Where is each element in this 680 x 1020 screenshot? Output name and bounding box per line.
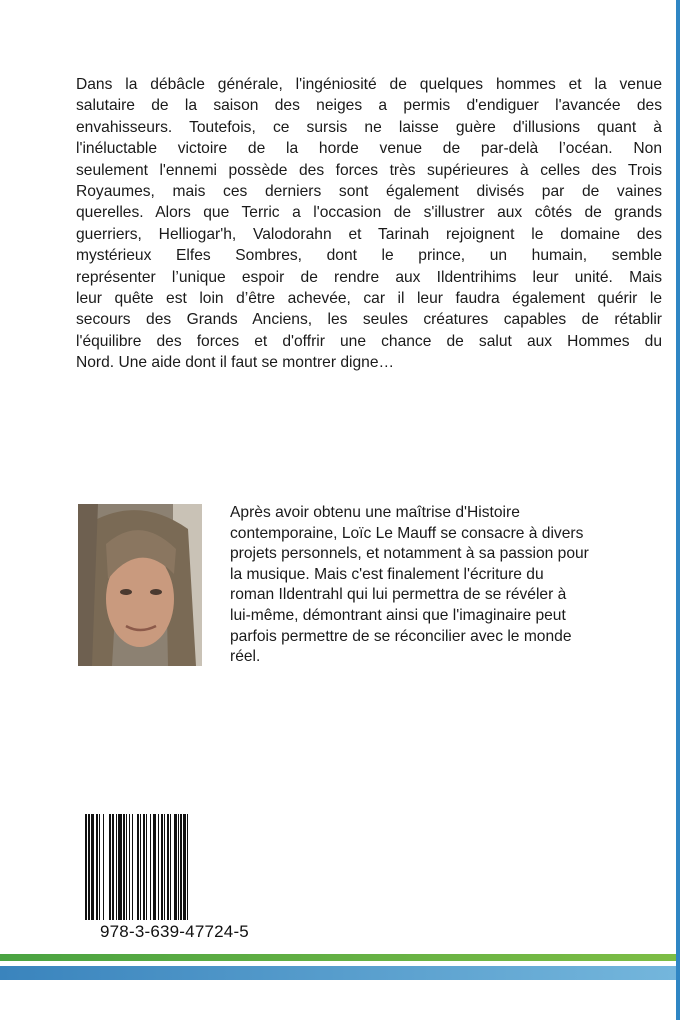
right-edge-stripe (676, 0, 680, 1020)
bio-line: parfois permettre de se réconcilier avec le monde (230, 627, 572, 645)
bio-line: roman Ildentrahl qui lui permettra de se révéler à (230, 586, 567, 604)
isbn-number: 978-3-639-47724-5 (100, 922, 249, 941)
blurb-line: représenter l’unique espoir de rendre aux Ildentrihims leur unité. Mais (76, 268, 662, 286)
blurb-line: envahisseurs. Toutefois, ce sursis ne laisse guère d'illusions quant à (76, 118, 662, 136)
blurb-line: querelles. Alors que Terric a l'occasion de s'illustrer aux côtés de grands (76, 204, 662, 222)
blurb-line: l'équilibre des forces et d'offrir une chance de salut aux Hommes du (76, 332, 662, 350)
blurb-line: Royaumes, mais ces derniers sont également divisés par de vaines (76, 182, 662, 200)
isbn-barcode (85, 814, 285, 920)
blurb-line: Nord. Une aide dont il faut se montrer digne… (76, 354, 395, 372)
back-cover-blurb (76, 74, 662, 373)
barcode-bar (188, 814, 190, 920)
author-bio (230, 503, 670, 668)
blurb-line: Dans la débâcle générale, l'ingéniosité de quelques hommes et la venue (76, 76, 662, 93)
bio-line: réel. (230, 648, 261, 666)
bio-line: Après avoir obtenu une maîtrise d'Histoire (230, 504, 520, 521)
bio-line: contemporaine, Loïc Le Mauff se consacre à divers (230, 524, 584, 542)
blurb-line: seulement l'ennemi possède des forces très supérieures à celles des Trois (76, 161, 662, 179)
author-photo (78, 504, 202, 666)
bio-line: projets personnels, et notamment à sa passion pour (230, 545, 589, 563)
blurb-line: salutaire de la saison des neiges a permis d'endiguer l'avancée des (76, 97, 662, 115)
blue-stripe (0, 966, 676, 980)
blurb-line: l'inéluctable victoire de la horde venue de par-delà l’océan. Non (76, 140, 662, 158)
green-stripe (0, 954, 676, 961)
blurb-line: guerriers, Helliogar'h, Valodorahn et Tarinah rejoignent le domaine des (76, 225, 662, 243)
blurb-line: leur quête est loin d’être achevée, car il leur faudra également quérir le (76, 289, 662, 307)
blurb-line: mystérieux Elfes Sombres, dont le prince, un humain, semble (76, 247, 662, 265)
blurb-line: secours des Grands Anciens, les seules créatures capables de rétablir (76, 311, 662, 329)
bio-line: lui-même, démontrant ainsi que l'imaginaire peut (230, 606, 566, 624)
bio-line: la musique. Mais c'est finalement l'écriture du (230, 565, 544, 583)
